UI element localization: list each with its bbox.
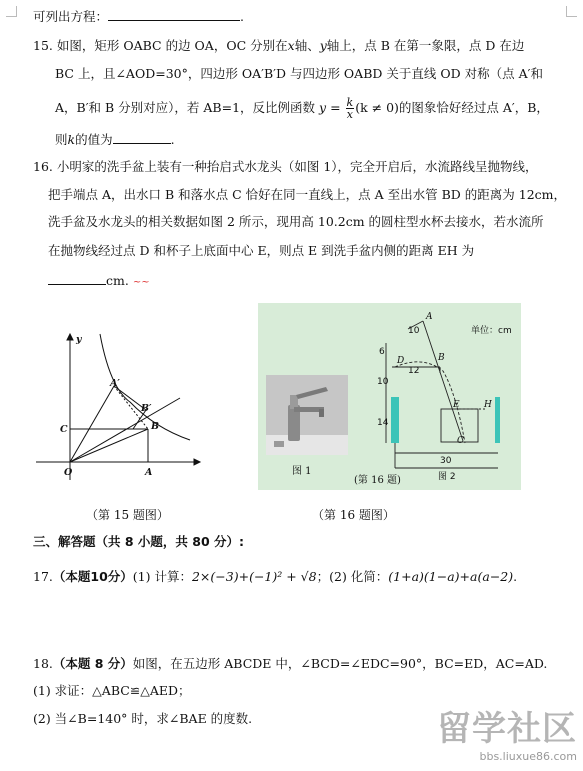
q18-text: 如图，在五边形 ABCDE 中，∠BCD=∠EDC=90°，BC=ED，AC=AD.: [132, 656, 548, 671]
q15-fraction-denominator: x: [346, 108, 353, 121]
q15-text: 轴上，点 B 在第一象限，点 D 在边: [326, 38, 525, 53]
segment-oa-prime: [70, 386, 114, 462]
q16-text: 洗手盆及水龙头的相关数据如图 2 所示，现用高 10.2cm 的圆柱型水杯去接水，若水流所: [48, 214, 544, 229]
q14-tail-text: 可列出方程：: [33, 9, 109, 24]
q15-text: 如图，矩形 OABC 的边 OA，OC 分别在: [56, 38, 288, 53]
dim-14: 14: [377, 418, 389, 428]
q15-condition: (k ≠ 0): [355, 100, 399, 115]
label-o: O: [64, 467, 73, 478]
q16-unit: cm.: [106, 273, 129, 288]
label-c: C: [457, 436, 464, 446]
q17-expression-2: (1+a)(1−a)+a(a−2): [388, 569, 514, 584]
q15-end: .: [170, 132, 175, 147]
figure-1-label: 图 1: [292, 466, 312, 477]
q17-score: （本题10分）: [52, 569, 133, 584]
q15-text: A，B′和 B 分别对应），若 AB=1，反比例函数: [55, 100, 316, 115]
section-heading: 三、解答题（共 8 小题，共 80 分）:: [33, 534, 244, 549]
q15-text: BC 上，且∠AOD=30°，四边形 OA′B′D 与四边形 OABD 关于直线 OD 对称（点 A′和: [55, 66, 543, 81]
dim-10-top: 10: [408, 326, 420, 336]
label-y: y: [76, 334, 82, 345]
dim-30: 30: [440, 456, 452, 466]
q16-text: 在抛物线经过点 D 和杯子上底面中心 E，则点 E 到洗手盆内侧的距离 EH 为: [48, 243, 475, 258]
label-h: H: [484, 400, 492, 410]
q15-number: 15.: [33, 38, 53, 53]
q17-number: 17.: [33, 569, 53, 584]
page-corner-mark: [566, 6, 577, 17]
q18-line-1: [33, 656, 547, 672]
q14-end: .: [240, 9, 244, 24]
q17-line: [33, 569, 517, 585]
q17-separator: ；: [316, 569, 330, 584]
q16-line-2: [48, 187, 566, 203]
q15-text: 轴、: [294, 38, 320, 53]
spellcheck-squiggle: ~~: [132, 277, 150, 288]
q15-var: y: [319, 38, 327, 53]
dim-12: 12: [408, 366, 420, 376]
figure-2-diagram: [258, 303, 521, 490]
label-d: D: [397, 356, 405, 366]
q15-equals: =: [326, 100, 345, 115]
q17-end: .: [513, 569, 518, 584]
label-b: B: [151, 421, 160, 432]
label-a: A: [426, 312, 433, 322]
q15-line-4: [55, 131, 175, 148]
watermark-url: bbs.liuxue86.com: [479, 750, 577, 763]
q16-number: 16.: [33, 159, 53, 174]
page-corner-mark: [6, 6, 17, 17]
q18-score: （本题 8 分）: [52, 656, 133, 671]
q14-answer-blank[interactable]: [108, 8, 240, 21]
y-axis-arrow: [67, 334, 73, 340]
q14-tail: [33, 8, 244, 25]
figure-2-label: 图 2: [438, 472, 456, 482]
diagonal-ob: [70, 429, 148, 462]
q17-expression-1: 2×(−3)+(−1)² + √8: [191, 569, 317, 584]
q15-answer-blank[interactable]: [113, 131, 171, 144]
q15-var: x: [287, 38, 295, 53]
q16-text: 小明家的洗手盆上装有一种抬启式水龙头（如图 1），完全开启后，水流路线呈抛物线，: [56, 159, 538, 174]
q15-text: 则: [55, 132, 68, 147]
label-e: E: [453, 400, 460, 410]
q15-function-y: y: [319, 100, 327, 115]
q16-text: 把手端点 A，出水口 B 和落水点 C 恰好在同一直线上，点 A 至出水管 BD 的距离为 12cm，: [48, 187, 567, 202]
unit-label: 单位：cm: [471, 326, 512, 336]
basin-wall-left: [391, 397, 399, 443]
q15-line-3: [55, 97, 549, 120]
q16-line-1: [33, 159, 538, 175]
q15-text: 的图象恰好经过点 A′，B，: [398, 100, 549, 115]
label-a: A: [145, 467, 153, 478]
figure-15-caption: （第 15 题图）: [86, 508, 169, 522]
label-c: C: [60, 424, 68, 435]
q18-number: 18.: [33, 656, 53, 671]
q17-part-2: (2) 化简：: [329, 569, 389, 584]
q15-text: 的值为: [75, 132, 113, 147]
q18-subquestion-2: (2) 当∠B=140° 时，求∠BAE 的度数.: [33, 711, 253, 726]
q15-fraction-numerator: k: [346, 96, 354, 109]
q15-var: k: [67, 132, 76, 147]
q15-fraction: [346, 97, 355, 120]
basin-wall-right: [495, 397, 500, 443]
label-a-prime: A′: [110, 378, 120, 389]
line-abc: [423, 321, 463, 441]
dim-10: 10: [377, 377, 389, 387]
q16-answer-blank[interactable]: [48, 272, 106, 285]
x-axis-arrow: [194, 459, 200, 465]
label-b: B: [438, 353, 445, 363]
figure-16-inner-caption: (第 16 题): [354, 475, 401, 486]
figure-15: [30, 328, 202, 483]
watermark-logo: 留学社区: [437, 709, 577, 749]
label-b-prime: B′: [141, 403, 152, 414]
line-od: [70, 398, 180, 462]
figure-16: [258, 303, 521, 490]
q17-part-1: (1) 计算：: [132, 569, 192, 584]
watermark: [437, 701, 577, 763]
figure-16-caption: （第 16 题图）: [312, 508, 395, 522]
q15-line-2: [55, 66, 543, 82]
q15-line-1: [33, 38, 524, 54]
dim-6: 6: [379, 347, 385, 357]
q16-line-5: [48, 272, 150, 291]
q16-line-3: [48, 214, 544, 230]
q16-line-4: [48, 243, 474, 259]
q18-subquestion-1: (1) 求证：△ABC≌△AED；: [33, 683, 191, 698]
